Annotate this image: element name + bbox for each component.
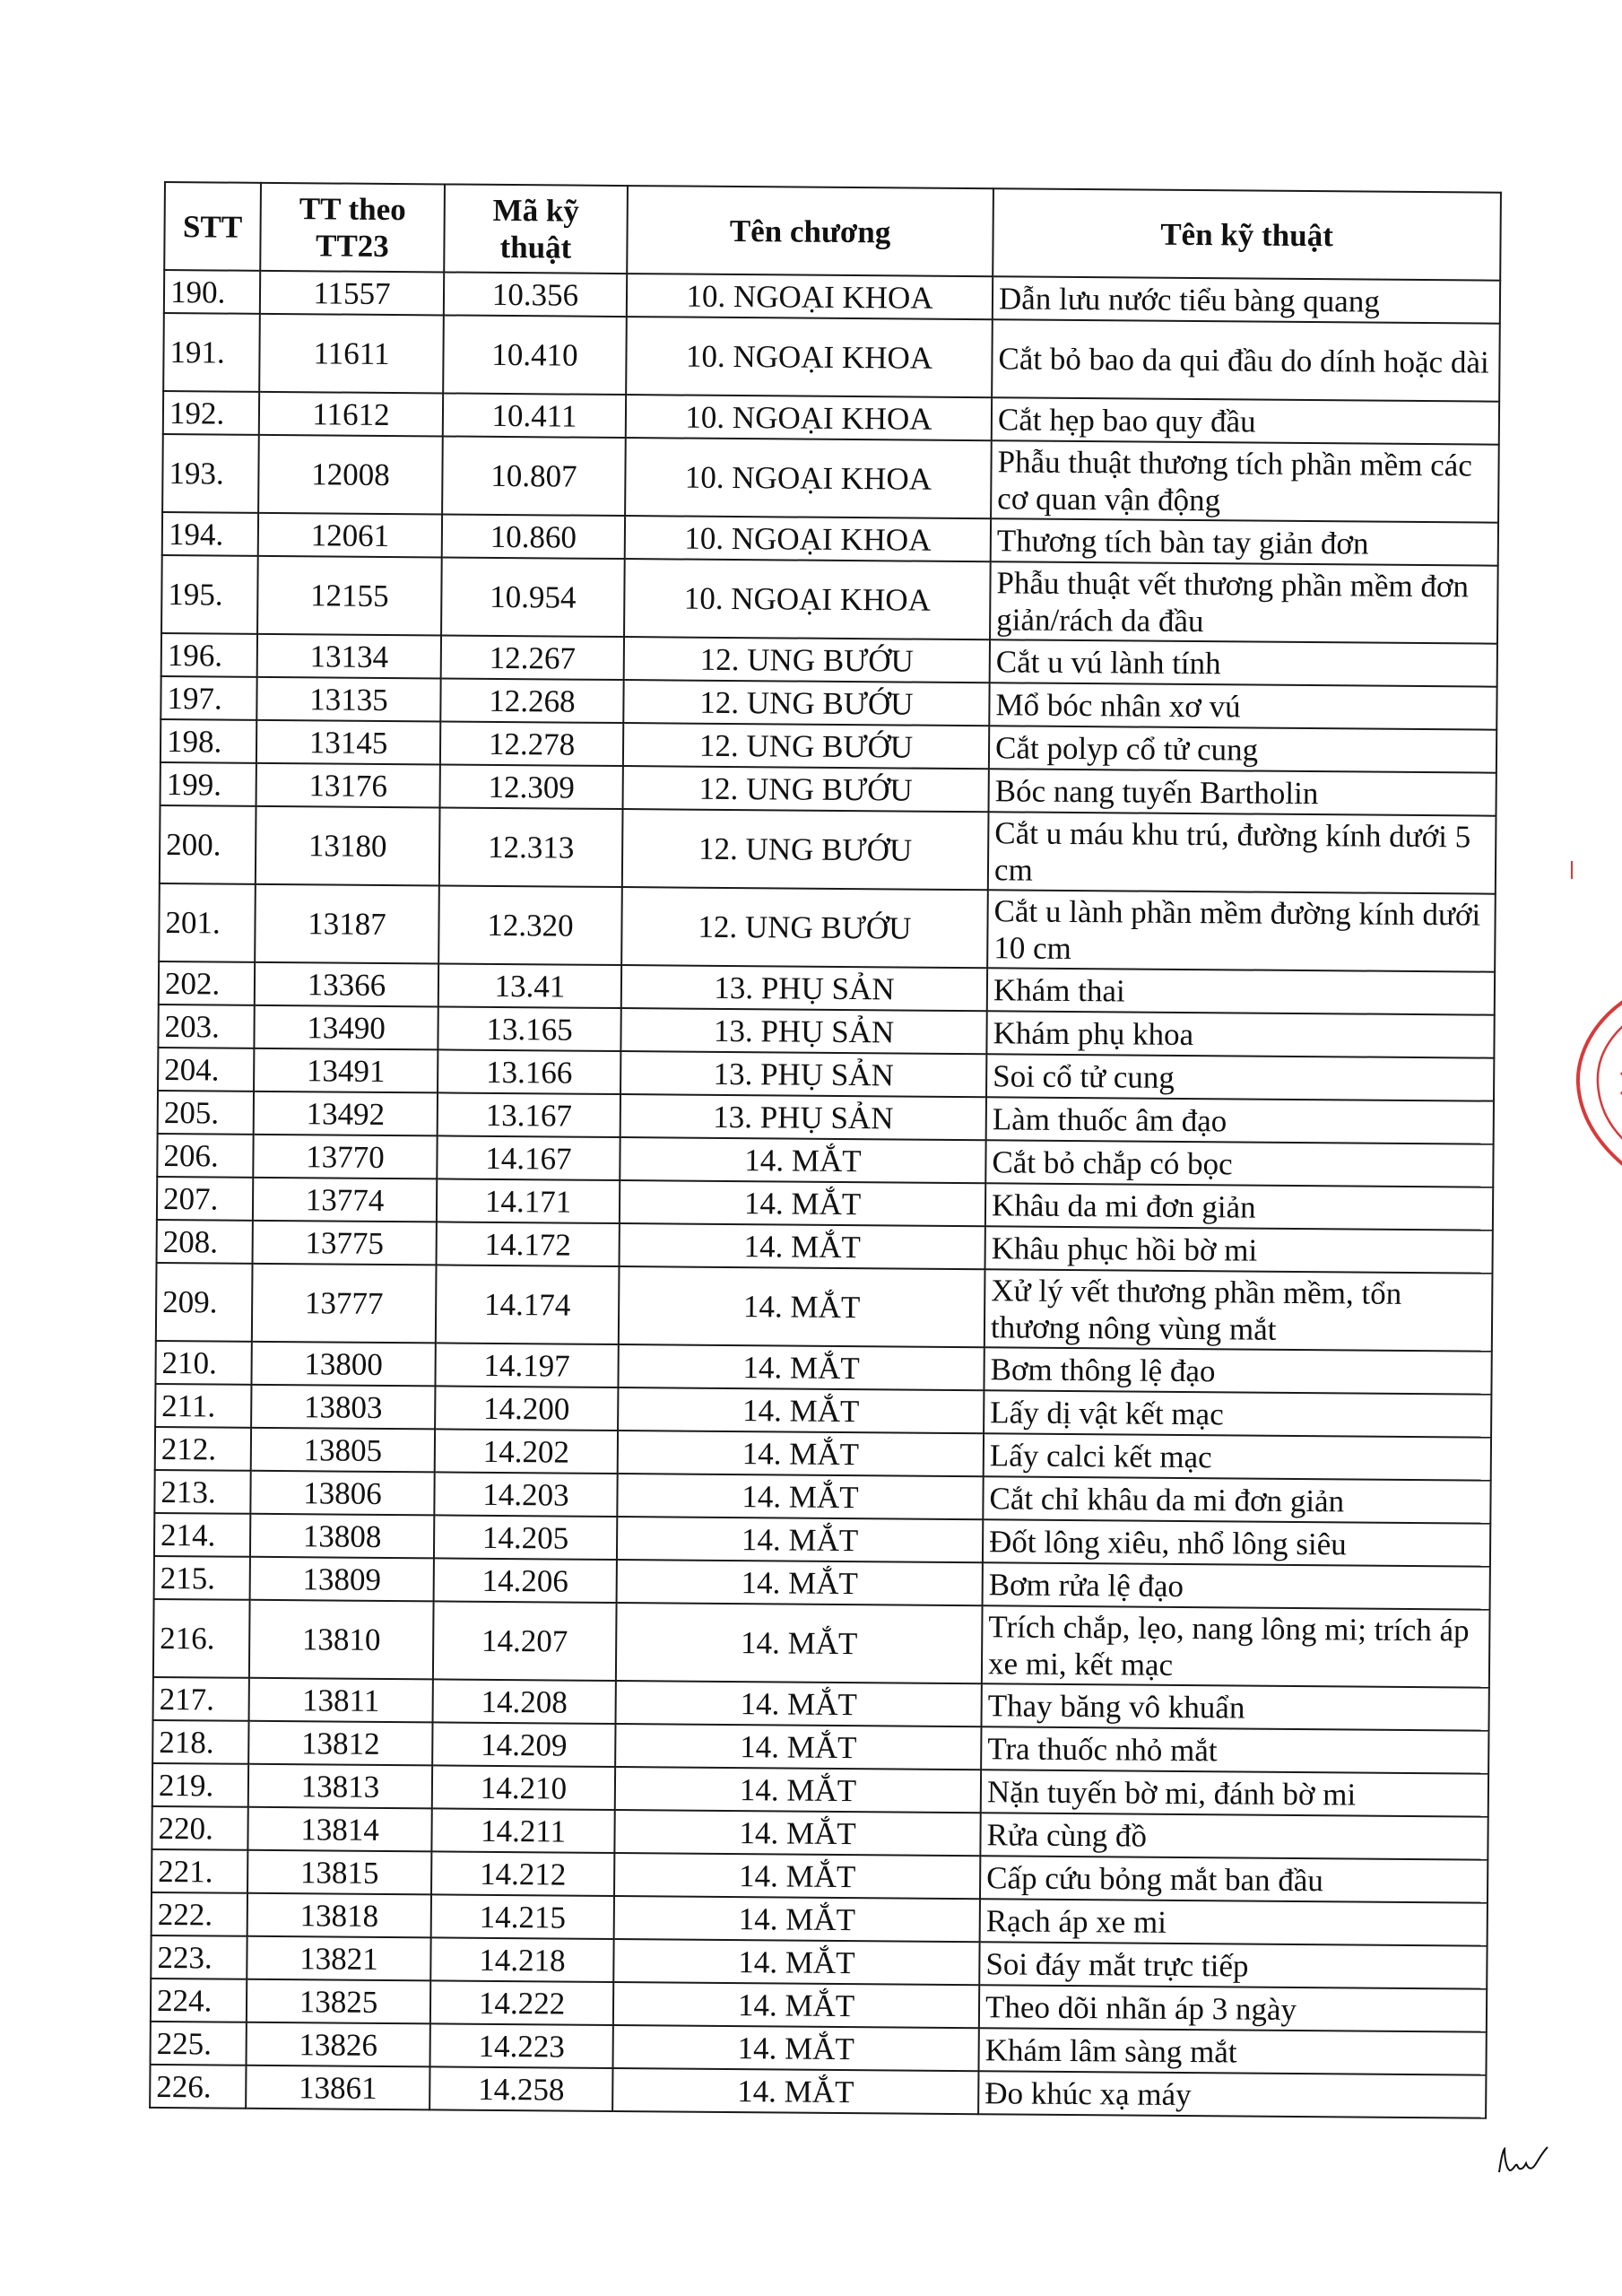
cell-chapter: 13. PHỤ SẢN (621, 965, 987, 1011)
cell-technique-name: Khám phụ khoa (986, 1011, 1494, 1057)
cell-technique-name: Rạch áp xe mi (980, 1899, 1488, 1945)
table-row (162, 434, 1499, 523)
table-row (161, 555, 1498, 644)
cell-stt: 224. (151, 1979, 247, 2022)
cell-chapter: 13. PHỤ SẢN (620, 1051, 986, 1097)
table-row (160, 805, 1496, 894)
header-stt: STT (164, 182, 261, 271)
cell-tt23: 13825 (247, 1979, 430, 2024)
cell-technique-code: 14.215 (431, 1894, 614, 1939)
cell-tt23: 13366 (255, 962, 438, 1007)
cell-chapter: 13. PHỤ SẢN (620, 1008, 986, 1054)
cell-stt: 200. (160, 805, 256, 884)
header-tt23-line2: TT23 (315, 228, 389, 264)
cell-chapter: 10. NGOẠI KHOA (626, 317, 993, 397)
cell-technique-name: Bóc nang tuyến Bartholin (989, 769, 1496, 815)
cell-technique-code: 14.174 (436, 1265, 620, 1344)
technique-table (149, 181, 1502, 2119)
cell-technique-name: Thay băng vô khuẩn (981, 1683, 1488, 1730)
cell-tt23: 13811 (249, 1678, 433, 1723)
cell-technique-name: Cắt u lành phần mềm đường kính dưới 10 cm (987, 890, 1496, 971)
cell-technique-name: Làm thuốc âm đạo (986, 1097, 1494, 1144)
cell-stt: 211. (155, 1384, 251, 1428)
cell-technique-code: 14.200 (435, 1386, 618, 1431)
cell-technique-name: Đốt lông xiêu, nhổ lông siêu (983, 1519, 1490, 1566)
cell-chapter: 14. MẮT (618, 1387, 984, 1433)
cell-stt: 218. (152, 1720, 248, 1764)
cell-chapter: 10. NGOẠI KHOA (625, 516, 991, 561)
cell-stt: 199. (160, 762, 256, 806)
header-code (444, 184, 628, 274)
cell-technique-name: Mổ bóc nhân xơ vú (989, 683, 1496, 729)
cell-technique-code: 10.410 (443, 315, 627, 395)
cell-tt23: 13809 (250, 1557, 434, 1602)
cell-technique-name: Soi cổ tử cung (986, 1054, 1494, 1100)
header-tt23 (260, 183, 445, 273)
cell-tt23: 13770 (253, 1135, 437, 1179)
cell-tt23: 13810 (249, 1600, 434, 1680)
cell-technique-code: 13.166 (438, 1049, 620, 1094)
cell-technique-name: Cắt u vú lành tính (990, 639, 1497, 686)
cell-technique-name: Soi đáy mắt trực tiếp (979, 1942, 1487, 1988)
cell-stt: 217. (153, 1677, 249, 1721)
cell-chapter: 14. MẮT (616, 1681, 982, 1726)
cell-technique-code: 14.205 (434, 1515, 617, 1560)
cell-stt: 192. (163, 391, 259, 435)
cell-technique-code: 14.209 (432, 1722, 615, 1767)
cell-technique-name: Bơm rửa lệ đạo (983, 1562, 1490, 1609)
cell-tt23: 13180 (256, 806, 440, 886)
cell-technique-name: Tra thuốc nhỏ mắt (981, 1726, 1488, 1773)
cell-technique-name: Xử lý vết thương phần mềm, tổn thương nông vùng mắt (984, 1269, 1493, 1351)
cell-technique-name: Cắt bỏ chắp có bọc (985, 1140, 1493, 1187)
cell-tt23: 13803 (251, 1385, 435, 1430)
cell-chapter: 10. NGOẠI KHOA (626, 395, 992, 440)
cell-technique-code: 12.268 (440, 678, 623, 723)
cell-stt: 222. (152, 1892, 247, 1936)
cell-tt23: 13176 (256, 763, 440, 808)
cell-chapter: 14. MẮT (619, 1266, 985, 1347)
table-body (150, 270, 1500, 2118)
cell-technique-code: 13.167 (438, 1092, 620, 1137)
cell-technique-code: 10.807 (442, 436, 626, 516)
cell-tt23: 13861 (246, 2066, 429, 2110)
cell-stt: 212. (155, 1427, 251, 1471)
cell-tt23: 13806 (250, 1471, 434, 1516)
cell-technique-code: 12.309 (440, 764, 623, 809)
table-row (159, 883, 1496, 972)
cell-tt23: 13135 (256, 677, 440, 722)
margin-tick-mark (1569, 861, 1574, 879)
cell-chapter: 10. NGOẠI KHOA (625, 438, 992, 518)
cell-stt: 198. (160, 719, 256, 763)
cell-chapter: 12. UNG BƯỚU (622, 809, 989, 890)
cell-tt23: 13145 (256, 720, 440, 765)
cell-chapter: 14. MẮT (617, 1517, 983, 1562)
cell-stt: 216. (153, 1599, 250, 1678)
cell-technique-name: Khâu da mi đơn giản (985, 1183, 1493, 1230)
cell-tt23: 12061 (258, 513, 442, 558)
cell-technique-code: 14.210 (432, 1765, 615, 1810)
table-row (156, 1263, 1493, 1352)
cell-technique-name: Cắt chỉ khâu da mi đơn giản (983, 1476, 1490, 1523)
cell-technique-name: Rửa cùng đồ (980, 1813, 1488, 1859)
cell-stt: 207. (157, 1177, 253, 1221)
cell-technique-name: Phẫu thuật vết thương phần mềm đơn giản/rách da đầu (990, 561, 1498, 643)
cell-stt: 225. (151, 2022, 247, 2066)
cell-technique-code: 14.223 (429, 2023, 612, 2068)
cell-chapter: 12. UNG BƯỚU (623, 723, 989, 769)
cell-chapter: 14. MẮT (617, 1474, 983, 1519)
header-code-line1: Mã kỹ (492, 192, 580, 229)
cell-technique-code: 10.954 (441, 557, 625, 637)
cell-technique-code: 10.411 (443, 393, 626, 438)
cell-stt: 213. (154, 1470, 250, 1514)
red-seal-stamp (1567, 967, 1622, 1191)
cell-technique-code: 14.212 (431, 1851, 614, 1896)
cell-chapter: 12. UNG BƯỚU (621, 887, 988, 968)
cell-stt: 190. (164, 270, 260, 314)
cell-tt23: 13187 (255, 884, 439, 964)
cell-stt: 210. (155, 1341, 251, 1385)
cell-technique-name: Lấy dị vật kết mạc (984, 1390, 1491, 1437)
cell-stt: 197. (160, 676, 256, 720)
cell-tt23: 11612 (259, 392, 443, 437)
cell-chapter: 14. MẮT (612, 2068, 978, 2114)
cell-tt23: 13813 (248, 1764, 432, 1809)
cell-chapter: 13. PHỤ SẢN (620, 1094, 986, 1140)
table-row (150, 2065, 1486, 2118)
cell-technique-code: 12.320 (438, 885, 622, 965)
cell-tt23: 11557 (260, 271, 444, 316)
cell-technique-code: 14.171 (437, 1178, 620, 1223)
cell-technique-name: Khám thai (987, 968, 1495, 1014)
cell-chapter: 14. MẮT (618, 1431, 984, 1476)
cell-stt: 208. (157, 1220, 253, 1264)
cell-stt: 214. (154, 1513, 250, 1557)
cell-tt23: 13490 (254, 1005, 438, 1050)
cell-stt: 205. (158, 1091, 254, 1135)
cell-chapter: 14. MẮT (614, 1853, 980, 1899)
cell-tt23: 13775 (253, 1221, 437, 1265)
cell-chapter: 14. MẮT (620, 1223, 985, 1269)
cell-tt23: 13818 (247, 1893, 431, 1938)
cell-tt23: 13812 (248, 1721, 432, 1766)
cell-technique-code: 12.313 (439, 807, 623, 887)
header-code-line2: thuật (499, 229, 572, 265)
cell-chapter: 12. UNG BƯỚU (624, 637, 990, 683)
cell-stt: 203. (158, 1004, 254, 1048)
cell-technique-code: 14.197 (435, 1343, 618, 1387)
cell-tt23: 13815 (247, 1850, 431, 1895)
cell-chapter: 12. UNG BƯỚU (623, 766, 989, 812)
cell-technique-code: 14.172 (437, 1222, 620, 1266)
cell-technique-code: 10.356 (444, 272, 627, 317)
cell-technique-name: Trích chắp, lẹo, nang lông mi; trích áp xe mi, kết mạc (982, 1605, 1490, 1687)
cell-technique-name: Bơm thông lệ đạo (984, 1347, 1491, 1394)
cell-tt23: 13821 (247, 1936, 430, 1981)
header-chapter: Tên chương (627, 186, 993, 276)
cell-tt23: 13800 (251, 1342, 435, 1387)
header-tt23-line1: TT theo (299, 191, 406, 228)
cell-stt: 202. (159, 961, 255, 1005)
table-row (153, 1599, 1490, 1688)
cell-technique-name: Dẫn lưu nước tiểu bàng quang (993, 276, 1500, 323)
cell-chapter: 14. MẮT (614, 1810, 980, 1856)
cell-tt23: 13808 (250, 1514, 434, 1559)
cell-tt23: 13774 (253, 1178, 437, 1222)
cell-technique-code: 12.267 (441, 635, 624, 680)
cell-technique-name: Khâu phục hồi bờ mi (984, 1226, 1492, 1273)
cell-tt23: 13491 (254, 1048, 438, 1093)
cell-chapter: 10. NGOẠI KHOA (627, 274, 993, 319)
cell-technique-code: 14.222 (430, 1980, 613, 2025)
handwritten-initials (1496, 2144, 1549, 2179)
cell-stt: 193. (162, 434, 259, 513)
cell-tt23: 13805 (251, 1428, 435, 1473)
cell-tt23: 13134 (257, 634, 441, 679)
cell-technique-name: Cấp cứu bỏng mắt ban đầu (980, 1856, 1488, 1902)
cell-technique-code: 10.860 (442, 514, 625, 559)
cell-stt: 196. (161, 633, 257, 677)
cell-tt23: 12008 (258, 435, 443, 515)
cell-chapter: 10. NGOẠI KHOA (624, 559, 991, 639)
cell-technique-name: Đo khúc xạ máy (978, 2071, 1486, 2118)
cell-stt: 191. (163, 313, 260, 392)
cell-chapter: 14. MẮT (617, 1560, 983, 1605)
cell-technique-code: 14.258 (429, 2066, 612, 2111)
cell-tt23: 11611 (259, 314, 444, 394)
cell-chapter: 14. MẮT (618, 1344, 984, 1390)
header-technique: Tên kỹ thuật (993, 188, 1501, 280)
cell-technique-code: 14.208 (433, 1679, 616, 1724)
cell-stt: 206. (157, 1134, 253, 1178)
cell-stt: 194. (162, 512, 258, 556)
cell-chapter: 14. MẮT (612, 2025, 978, 2071)
cell-technique-name: Cắt hẹp bao quy đầu (992, 397, 1499, 444)
cell-technique-name: Phẫu thuật thương tích phần mềm các cơ quan vận động (991, 440, 1499, 522)
cell-chapter: 14. MẮT (614, 1896, 980, 1942)
cell-technique-name: Lấy calci kết mạc (984, 1433, 1491, 1480)
cell-stt: 215. (154, 1556, 250, 1600)
cell-tt23: 13826 (247, 2022, 430, 2067)
cell-tt23: 13777 (252, 1264, 437, 1344)
cell-stt: 195. (161, 555, 258, 634)
cell-tt23: 13814 (247, 1807, 431, 1852)
cell-chapter: 14. MẮT (615, 1724, 981, 1770)
cell-technique-name: Theo dõi nhãn áp 3 ngày (979, 1985, 1487, 2031)
cell-technique-name: Nặn tuyến bờ mi, đánh bờ mi (981, 1770, 1488, 1816)
cell-stt: 209. (156, 1263, 253, 1342)
cell-stt: 220. (152, 1806, 247, 1850)
cell-technique-name: Cắt polyp cổ tử cung (989, 726, 1496, 772)
cell-chapter: 14. MẮT (620, 1137, 985, 1183)
cell-stt: 219. (152, 1763, 248, 1807)
cell-stt: 201. (159, 883, 256, 962)
cell-technique-name: Cắt bỏ bao da qui đầu do dính hoặc dài (992, 319, 1500, 401)
table-header-row (164, 182, 1501, 281)
cell-technique-code: 14.211 (431, 1808, 614, 1853)
cell-technique-name: Cắt u máu khu trú, đường kính dưới 5 cm (988, 812, 1496, 893)
cell-stt: 226. (150, 2065, 246, 2109)
cell-technique-code: 12.278 (440, 721, 623, 766)
cell-chapter: 14. MẮT (616, 1603, 983, 1683)
cell-technique-code: 14.207 (433, 1601, 617, 1681)
cell-tt23: 12155 (257, 556, 442, 636)
cell-technique-code: 14.203 (434, 1472, 617, 1517)
cell-stt: 223. (151, 1935, 247, 1979)
cell-tt23: 13492 (254, 1091, 438, 1136)
cell-technique-code: 13.41 (438, 963, 621, 1008)
table-row (163, 313, 1500, 402)
cell-technique-code: 14.218 (430, 1937, 613, 1982)
cell-stt: 221. (152, 1849, 247, 1893)
cell-stt: 204. (158, 1048, 254, 1091)
cell-technique-code: 13.165 (438, 1006, 620, 1051)
cell-chapter: 14. MẮT (613, 1982, 979, 2028)
cell-chapter: 14. MẮT (615, 1767, 981, 1813)
cell-chapter: 12. UNG BƯỚU (623, 680, 989, 726)
cell-technique-name: Khám lâm sàng mắt (978, 2028, 1486, 2074)
cell-chapter: 14. MẮT (620, 1180, 985, 1226)
cell-technique-code: 14.167 (437, 1135, 620, 1180)
cell-technique-code: 14.202 (435, 1429, 618, 1474)
cell-technique-code: 14.206 (434, 1558, 617, 1603)
cell-technique-name: Thương tích bàn tay giản đơn (991, 518, 1498, 565)
cell-chapter: 14. MẮT (613, 1939, 979, 1985)
